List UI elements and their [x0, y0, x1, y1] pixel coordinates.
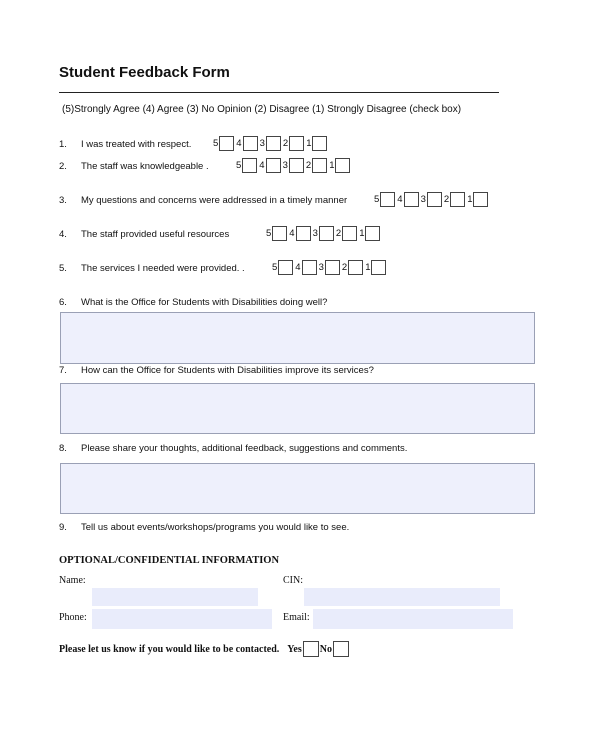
question-number: 4. [59, 229, 67, 240]
question-text: I was treated with respect. [81, 139, 192, 150]
question-text: The services I needed were provided. . [81, 263, 245, 274]
question-number: 9. [59, 522, 67, 533]
rating-checkbox-3[interactable] [266, 136, 281, 151]
rating-group-q1 [213, 136, 329, 151]
name-label: Name: [59, 575, 86, 586]
rating-checkbox-2[interactable] [348, 260, 363, 275]
question-1 [59, 139, 191, 150]
rating-label-4: 4 [289, 228, 295, 239]
yes-checkbox[interactable] [303, 641, 319, 657]
rating-label-4: 4 [397, 194, 403, 205]
rating-checkbox-5[interactable] [272, 226, 287, 241]
rating-label-5: 5 [213, 138, 219, 149]
rating-label-1: 1 [467, 194, 473, 205]
rating-checkbox-4[interactable] [296, 226, 311, 241]
question-number: 6. [59, 297, 67, 308]
rating-label-3: 3 [312, 228, 318, 239]
question-number: 5. [59, 263, 67, 274]
question-2 [59, 161, 209, 172]
rating-checkbox-1[interactable] [371, 260, 386, 275]
rating-group-q2 [236, 158, 352, 173]
rating-checkbox-1[interactable] [312, 136, 327, 151]
answer-box-q8[interactable] [60, 463, 535, 514]
rating-label-2: 2 [305, 160, 312, 171]
question-number: 2. [59, 161, 67, 172]
question-text: The staff was knowledgeable . [81, 161, 209, 172]
rating-checkbox-4[interactable] [302, 260, 317, 275]
rating-checkbox-3[interactable] [319, 226, 334, 241]
rating-checkbox-4[interactable] [243, 136, 258, 151]
contact-prompt: Please let us know if you would like to be contacted. [59, 643, 280, 655]
rating-label-4: 4 [236, 138, 242, 149]
title-divider [59, 92, 499, 93]
question-text: How can the Office for Students with Disabilities improve its services? [81, 365, 374, 376]
rating-label-5: 5 [236, 160, 242, 171]
rating-label-1: 1 [359, 228, 365, 239]
rating-checkbox-5[interactable] [278, 260, 293, 275]
rating-label-1: 1 [365, 262, 371, 273]
no-checkbox[interactable] [333, 641, 349, 657]
rating-label-2: 2 [282, 138, 289, 149]
rating-checkbox-2[interactable] [289, 136, 304, 151]
question-number: 7. [59, 365, 67, 376]
email-label: Email: [283, 612, 310, 623]
phone-label: Phone: [59, 612, 87, 623]
rating-checkbox-1[interactable] [473, 192, 488, 207]
rating-label-2: 2 [443, 194, 450, 205]
question-text: The staff provided useful resources [81, 229, 230, 240]
rating-label-2: 2 [341, 262, 348, 273]
rating-label-5: 5 [374, 194, 380, 205]
rating-checkbox-3[interactable] [325, 260, 340, 275]
rating-checkbox-1[interactable] [365, 226, 380, 241]
rating-label-5: 5 [266, 228, 272, 239]
phone-input[interactable] [92, 609, 272, 629]
rating-group-q5 [272, 260, 388, 275]
question-4 [59, 229, 229, 240]
question-8 [59, 443, 407, 454]
rating-checkbox-2[interactable] [342, 226, 357, 241]
rating-checkbox-2[interactable] [312, 158, 327, 173]
rating-label-2: 2 [335, 228, 342, 239]
optional-section-title: OPTIONAL/CONFIDENTIAL INFORMATION [59, 555, 280, 566]
email-input[interactable] [313, 609, 513, 629]
rating-group-q4 [266, 226, 382, 241]
question-7 [59, 365, 374, 376]
rating-label-5: 5 [272, 262, 278, 273]
rating-checkbox-5[interactable] [380, 192, 395, 207]
question-9 [59, 522, 349, 533]
rating-label-4: 4 [295, 262, 301, 273]
question-number: 8. [59, 443, 67, 454]
form-title: Student Feedback Form [59, 64, 230, 81]
name-input[interactable] [92, 588, 258, 606]
question-text: My questions and concerns were addressed in a timely manner [81, 195, 348, 206]
cin-label: CIN: [283, 575, 303, 586]
rating-checkbox-3[interactable] [427, 192, 442, 207]
scale-legend: (5)Strongly Agree (4) Agree (3) No Opinion (2) Disagree (1) Strongly Disagree (check box) [62, 104, 462, 115]
rating-group-q3 [374, 192, 490, 207]
question-number: 3. [59, 195, 67, 206]
cin-input[interactable] [304, 588, 500, 606]
rating-checkbox-2[interactable] [450, 192, 465, 207]
question-6 [59, 297, 327, 308]
rating-label-3: 3 [318, 262, 324, 273]
question-number: 1. [59, 139, 67, 150]
rating-label-3: 3 [259, 138, 265, 149]
rating-checkbox-1[interactable] [335, 158, 350, 173]
answer-box-q7[interactable] [60, 383, 535, 434]
yes-label: Yes [287, 643, 302, 655]
no-label: No [319, 643, 332, 655]
rating-checkbox-5[interactable] [242, 158, 257, 173]
rating-checkbox-4[interactable] [404, 192, 419, 207]
question-text: Please share your thoughts, additional feedback, suggestions and comments. [81, 443, 408, 454]
rating-label-3: 3 [282, 160, 288, 171]
rating-label-3: 3 [420, 194, 426, 205]
question-5 [59, 263, 245, 274]
rating-checkbox-3[interactable] [289, 158, 304, 173]
question-text: What is the Office for Students with Disabilities doing well? [81, 297, 328, 308]
rating-label-1: 1 [306, 138, 312, 149]
contact-preference [59, 641, 350, 657]
question-3 [59, 195, 347, 206]
question-text: Tell us about events/workshops/programs you would like to see. [81, 522, 350, 533]
rating-checkbox-5[interactable] [219, 136, 234, 151]
rating-checkbox-4[interactable] [266, 158, 281, 173]
rating-label-4: 4 [259, 160, 265, 171]
answer-box-q6[interactable] [60, 312, 535, 364]
rating-label-1: 1 [329, 160, 335, 171]
